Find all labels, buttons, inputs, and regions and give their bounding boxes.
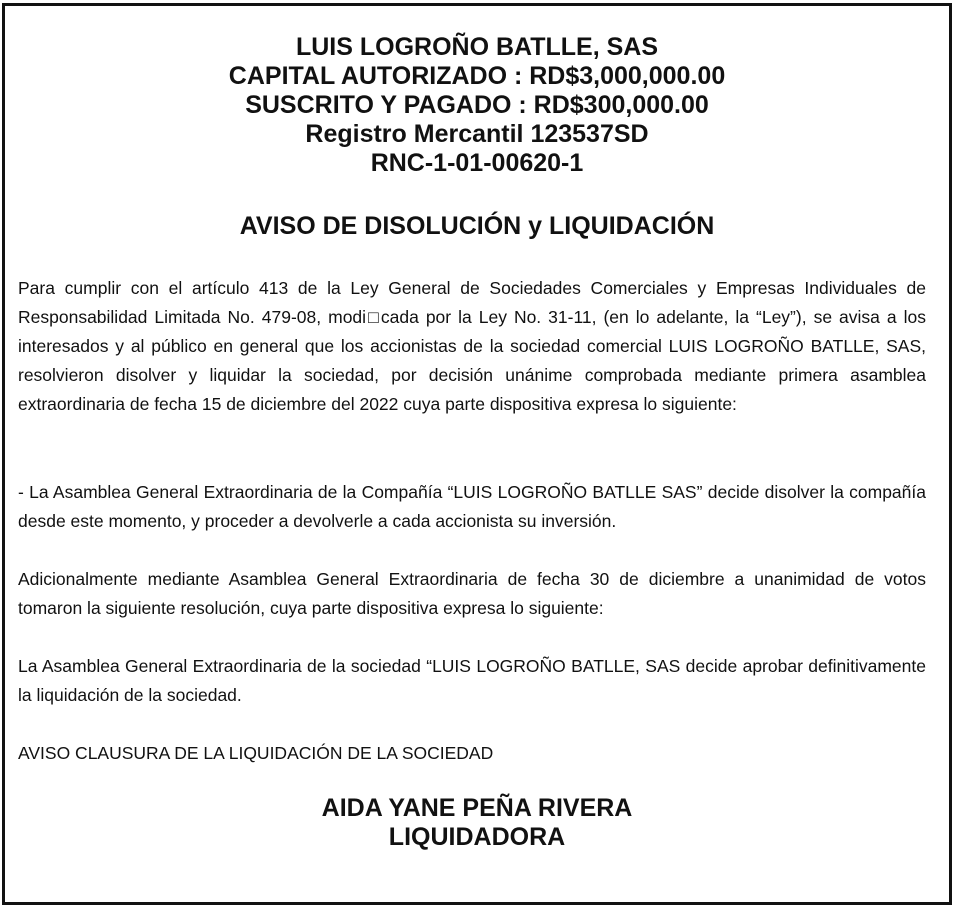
signature-block <box>0 794 954 852</box>
paid-capital: SUSCRITO Y PAGADO : RD$300,000.00 <box>245 91 709 119</box>
paragraph-additional-assembly: Adicionalmente mediante Asamblea General Extraordinaria de fecha 30 de diciembre a unanimidad de votos tomaron la siguiente resolución, cuya parte dispositiva expresa lo siguiente: <box>18 569 926 618</box>
paragraph-second-resolution: La Asamblea General Extraordinaria de la sociedad “LUIS LOGROÑO BATLLE, SAS decide aprobar definitivamente la liquidación de la sociedad. <box>18 656 926 705</box>
liquidator-role: LIQUIDADORA <box>388 823 566 851</box>
rnc-number: RNC-1-01-00620-1 <box>370 149 584 177</box>
paragraph-closure-notice: AVISO CLAUSURA DE LA LIQUIDACIÓN DE LA SOCIEDAD <box>18 743 494 763</box>
liquidator-name: AIDA YANE PEÑA RIVERA <box>321 794 633 822</box>
authorized-capital: CAPITAL AUTORIZADO : RD$3,000,000.00 <box>228 62 726 90</box>
mercantile-registry: Registro Mercantil 123537SD <box>305 120 649 148</box>
company-header <box>0 33 954 178</box>
paragraph-first-resolution: - La Asamblea General Extraordinaria de la Compañía “LUIS LOGROÑO BATLLE SAS” decide disolver la compañía desde este momento, y proceder a devolverle a cada accionista su inversión. <box>18 482 926 531</box>
paragraph-legal-basis: Para cumplir con el artículo 413 de la Ley General de Sociedades Comerciales y Empresas Individuales de Responsabilidad Limitada No. 479-08, modi□cada por la Ley No. 31-11, (en lo adelante, la “Ley”), se avisa a los interesados y al público en general que los accionistas de la sociedad comercial LUIS LOGROÑO BATLLE, SAS, resolvieron disolver y liquidar la sociedad, por decisión unánime comprobada mediante primera asamblea extraordinaria de fecha 15 de diciembre del 2022 cuya parte dispositiva expresa lo siguiente: <box>18 278 926 414</box>
company-name: LUIS LOGROÑO BATLLE, SAS <box>295 33 659 61</box>
notice-title: AVISO DE DISOLUCIÓN y LIQUIDACIÓN <box>239 212 715 240</box>
